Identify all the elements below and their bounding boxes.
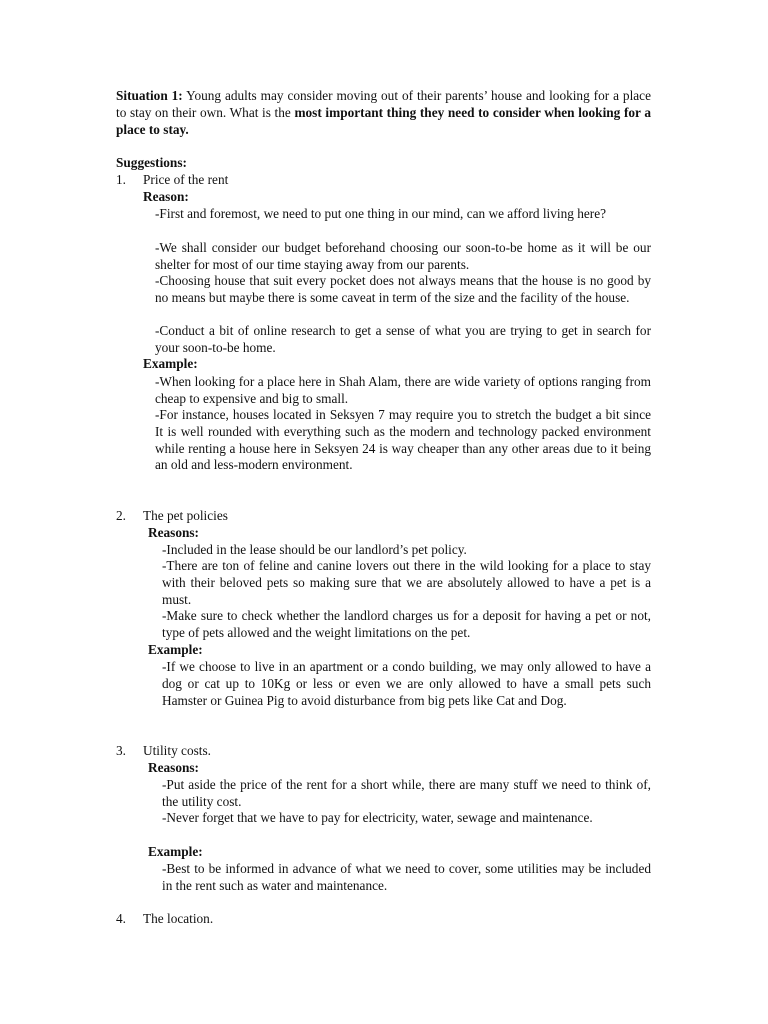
situation-label: Situation 1: <box>116 88 183 103</box>
item-2-title <box>116 508 228 525</box>
item-title-text: Utility costs. <box>143 743 211 758</box>
item-2-example-1: -If we choose to live in an apartment or a condo building, we may only allowed to have a dog or cat up to 10Kg or less or even we are only allowed to have a small pets such Hamster or Guinea Pig to avoid disturbance from big pets like Cat and Dog. <box>162 659 651 708</box>
item-1-example-2: -For instance, houses located in Seksyen 7 may require you to stretch the budget a bit since It is well rounded with everything such as the modern and technology packed environment while renting a house here in Seksyen 24 is way cheaper than any other areas due to it being an old and less-modern environment. <box>155 407 651 473</box>
item-2-reason-label: Reasons: <box>148 525 199 540</box>
item-3-reason-label: Reasons: <box>148 760 199 775</box>
item-3-reason-1: -Put aside the price of the rent for a short while, there are many stuff we need to think of, the utility cost. <box>162 777 651 809</box>
item-2-example-label: Example: <box>148 642 203 657</box>
item-title-text: Price of the rent <box>143 172 229 187</box>
item-title-text: The pet policies <box>143 508 228 523</box>
item-number: 1. <box>116 172 126 187</box>
item-number: 2. <box>116 508 126 523</box>
item-2-reason-1: -Included in the lease should be our landlord’s pet policy. <box>162 542 467 557</box>
item-1-reason-3: -Choosing house that suit every pocket does not always means that the house is no good by no means but maybe there is some caveat in term of the size and the facility of the house. <box>155 273 651 305</box>
item-1-reason-2: -We shall consider our budget beforehand choosing our soon-to-be home as it will be our shelter for most of our time staying away from our parents. <box>155 240 651 272</box>
item-title-text: The location. <box>143 911 214 926</box>
situation-text: Young adults may consider moving out of their parents’ house and looking for a place to stay on their own. What is the <box>116 88 651 120</box>
item-1-reason-1: -First and foremost, we need to put one thing in our mind, can we afford living here? <box>155 206 606 221</box>
item-1-reason-label: Reason: <box>143 189 189 204</box>
item-3-example-1: -Best to be informed in advance of what we need to cover, some utilities may be included in the rent such as water and maintenance. <box>162 861 651 893</box>
item-2-reason-3: -Make sure to check whether the landlord charges us for a deposit for having a pet or not, type of pets allowed and the weight limitations on the pet. <box>162 608 651 640</box>
suggestions-heading: Suggestions: <box>116 155 187 170</box>
item-3-reason-2: -Never forget that we have to pay for electricity, water, sewage and maintenance. <box>162 810 593 825</box>
item-1-example-1: -When looking for a place here in Shah Alam, there are wide variety of options ranging from cheap to expensive and big to small. <box>155 374 651 406</box>
situation-emphasis: most important thing they need to consider when looking for a place to stay. <box>116 104 651 137</box>
item-4-title <box>116 911 213 928</box>
item-1-title <box>116 172 228 189</box>
item-2-reason-2: -There are ton of feline and canine lovers out there in the wild looking for a place to stay with their beloved pets so making sure that we are absolutely allowed to have a pet is a must. <box>162 558 651 607</box>
item-number: 3. <box>116 743 126 758</box>
item-number: 4. <box>116 911 126 926</box>
situation-paragraph <box>116 88 651 138</box>
item-1-example-label: Example: <box>143 356 198 371</box>
item-1-reason-4: -Conduct a bit of online research to get a sense of what you are trying to get in search for your soon-to-be home. <box>155 323 651 355</box>
item-3-example-label: Example: <box>148 844 203 859</box>
item-3-title <box>116 743 211 760</box>
